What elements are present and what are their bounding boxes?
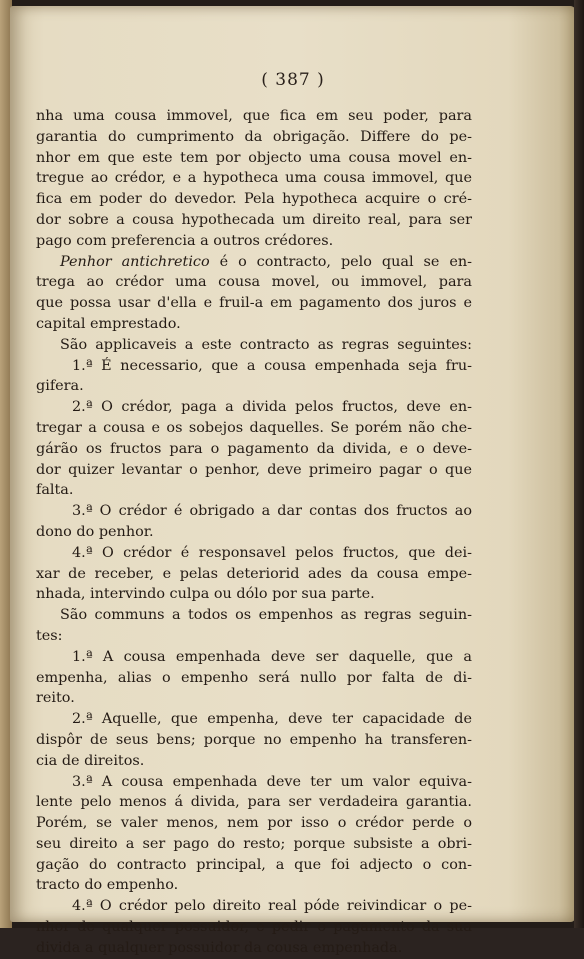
text-line: xar de receber, e pelas deteriorid ades da cousa empe-: [36, 565, 472, 582]
text-line: tregue ao crédor, e a hypotheca uma cousa immovel, que: [36, 170, 472, 187]
text-line: 1.ª É necessario, que a cousa empenhada seja fru-: [72, 357, 472, 374]
text-line: nhor de qualquer possuidor, e pedir o pagamento da sua: [36, 919, 472, 936]
defined-term: Penhor antichretico: [60, 253, 210, 270]
text-line: 3.ª O crédor é obrigado a dar contas dos fructos ao: [72, 503, 472, 520]
text-line: divida a qualquer possuidor da cousa empenhada.: [36, 939, 403, 956]
text-line-antichretico: [36, 252, 472, 273]
text-line: dor quizer levantar o penhor, deve primeiro pagar o que: [36, 461, 472, 478]
text-line: tracto do empenho.: [36, 877, 179, 894]
body-text: [36, 106, 472, 959]
text-line: dono do penhor.: [36, 523, 154, 540]
page-sheet: [10, 6, 576, 956]
text-line: tregar a cousa e os sobejos daquelles. Se porém não che-: [36, 419, 472, 436]
text-line: Porém, se valer menos, nem por isso o crédor perde o: [36, 815, 472, 832]
text-fragment: é o contracto, pelo qual se en-: [219, 253, 472, 270]
text-line: São communs a todos os empenhos as regras seguin-: [60, 607, 472, 624]
text-line: nhor em que este tem por objecto uma cousa movel en-: [36, 149, 472, 166]
text-line: 2.ª O crédor, paga a divida pelos fructos, deve en-: [72, 399, 472, 416]
text-line: dor sobre a cousa hypothecada um direito real, para ser: [36, 211, 472, 228]
text-line: falta.: [36, 482, 74, 499]
text-line: tes:: [36, 627, 63, 644]
text-line: que possa usar d'ella e fruil-a em pagamento dos juros e: [36, 295, 472, 312]
text-line: gação do contracto principal, a que foi adjecto o con-: [36, 856, 472, 873]
dark-background-edge: [574, 0, 584, 928]
text-line: fica em poder do devedor. Pela hypotheca acquire o cré-: [36, 191, 472, 208]
text-line: 1.ª A cousa empenhada deve ser daquelle, que a: [72, 648, 472, 665]
text-line: dispôr de seus bens; porque no empenho ha transferen-: [36, 731, 472, 748]
text-line: cia de direitos.: [36, 752, 145, 769]
text-line: 4.ª O crédor pelo direito real póde reivindicar o pe-: [72, 898, 472, 915]
text-line: trega ao crédor uma cousa movel, ou immovel, para: [36, 274, 472, 291]
text-line: empenha, alias o empenho será nullo por falta de di-: [36, 669, 472, 686]
text-line: nha uma cousa immovel, que fica em seu poder, para: [36, 108, 472, 124]
text-line: seu direito a ser pago do resto; porque subsiste a obri-: [36, 835, 472, 852]
text-line: 2.ª Aquelle, que empenha, deve ter capacidade de: [72, 711, 472, 728]
text-line: São applicaveis a este contracto as regras seguintes:: [60, 336, 472, 353]
text-line: gifera.: [36, 378, 84, 395]
text-line: pago com preferencia a outros crédores.: [36, 232, 334, 249]
text-line: garantia do cumprimento da obrigação. Differe do pe-: [36, 128, 472, 145]
text-line: gárão os fructos para o pagamento da divida, e o deve-: [36, 440, 472, 457]
text-line: reito.: [36, 690, 75, 707]
text-line: nhada, intervindo culpa ou dólo por sua parte.: [36, 586, 375, 603]
text-line: lente pelo menos á divida, para ser verdadeira garantia.: [36, 794, 472, 811]
page-number: ( 387 ): [261, 70, 325, 90]
text-line: capital emprestado.: [36, 315, 181, 332]
text-line: 3.ª A cousa empenhada deve ter um valor equiva-: [72, 773, 472, 790]
text-line: 4.ª O crédor é responsavel pelos fructos, que dei-: [72, 544, 472, 561]
